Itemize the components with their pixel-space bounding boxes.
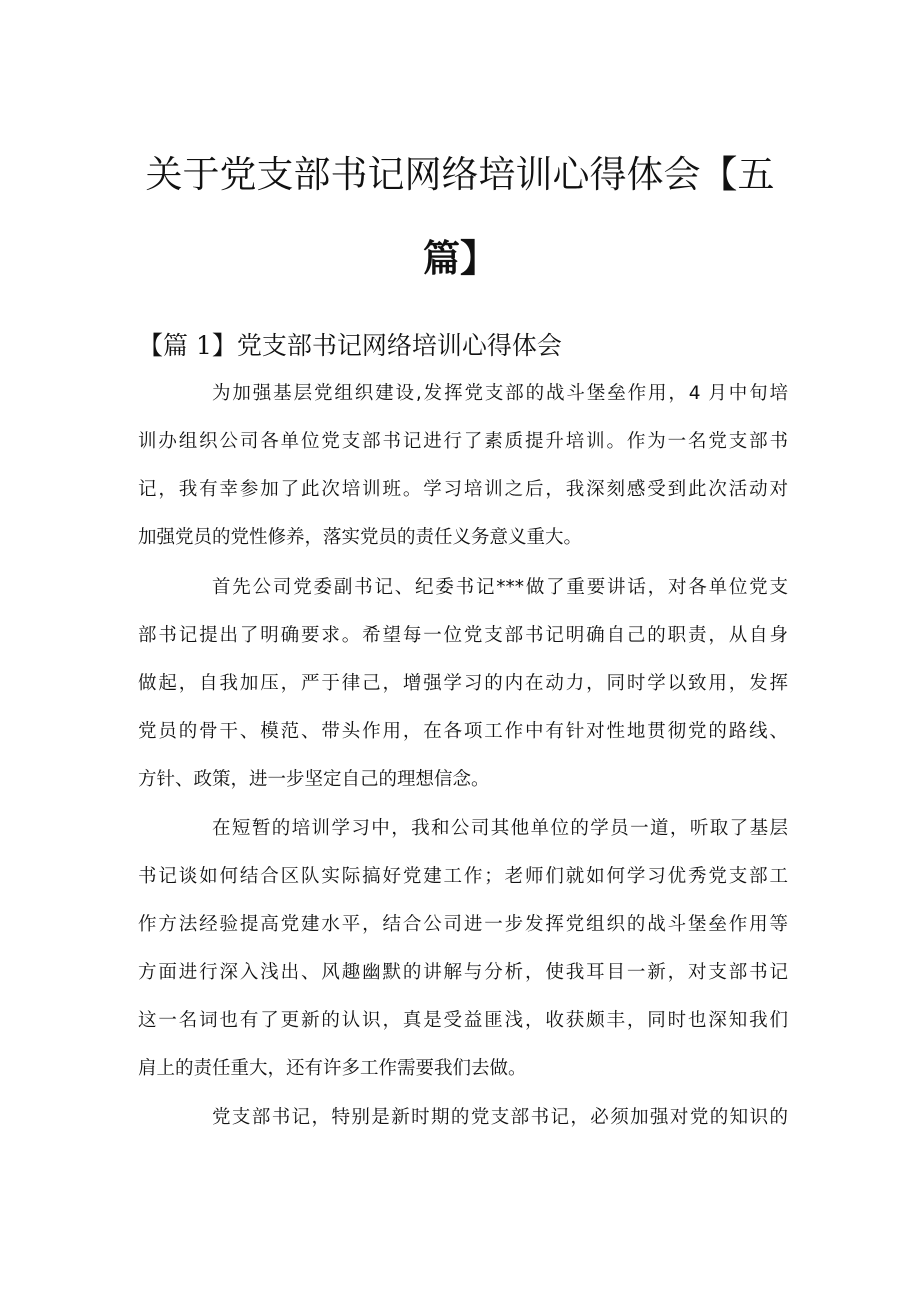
paragraph-line: 党员的骨干、模范、带头作用，在各项工作中有针对性地贯彻党的路线、 — [138, 721, 788, 742]
document-title-line-1: 关于党支部书记网络培训心得体会【五 — [145, 153, 775, 196]
paragraph-line: 书记谈如何结合区队实际搞好党建工作；老师们就如何学习优秀党支部工 — [138, 866, 788, 887]
paragraph-line: 在短暂的培训学习中，我和公司其他单位的学员一道，听取了基层 — [212, 818, 788, 839]
paragraph-line: 这一名词也有了更新的认识，真是受益匪浅，收获颇丰，同时也深知我们 — [138, 1010, 788, 1031]
paragraph-line: 首先公司党委副书记、纪委书记***做了重要讲话，对各单位党支 — [212, 577, 788, 598]
paragraph-line: 加强党员的党性修养，落实党员的责任义务意义重大。 — [138, 527, 583, 548]
paragraph-line: 部书记提出了明确要求。希望每一位党支部书记明确自己的职责，从自身 — [138, 625, 788, 646]
paragraph-line: 为加强基层党组织建设,发挥党支部的战斗堡垒作用，4 月中旬培 — [212, 383, 788, 404]
paragraph-line: 做起，自我加压，严于律己，增强学习的内在动力，同时学以致用，发挥 — [138, 673, 788, 694]
paragraph-line: 党支部书记，特别是新时期的党支部书记，必须加强对党的知识的 — [212, 1107, 788, 1128]
paragraph-2 — [138, 564, 788, 804]
paragraph-3 — [138, 805, 788, 1093]
paragraph-line: 肩上的责任重大，还有许多工作需要我们去做。 — [138, 1058, 527, 1079]
document-title-line-2: 篇】 — [423, 236, 497, 280]
paragraph-4 — [138, 1094, 788, 1142]
paragraph-line: 记，我有幸参加了此次培训班。学习培训之后，我深刻感受到此次活动对 — [138, 479, 788, 500]
section-heading: 【篇 1】党支部书记网络培训心得体会 — [138, 331, 562, 360]
paragraph-line: 方针、政策，进一步坚定自己的理想信念。 — [138, 769, 490, 790]
paragraph-line: 方面进行深入浅出、风趣幽默的讲解与分析，使我耳目一新，对支部书记 — [138, 962, 788, 983]
paragraph-line: 作方法经验提高党建水平，结合公司进一步发挥党组织的战斗堡垒作用等 — [138, 914, 788, 935]
paragraph-1 — [138, 370, 788, 562]
paragraph-line: 训办组织公司各单位党支部书记进行了素质提升培训。作为一名党支部书 — [138, 431, 788, 452]
